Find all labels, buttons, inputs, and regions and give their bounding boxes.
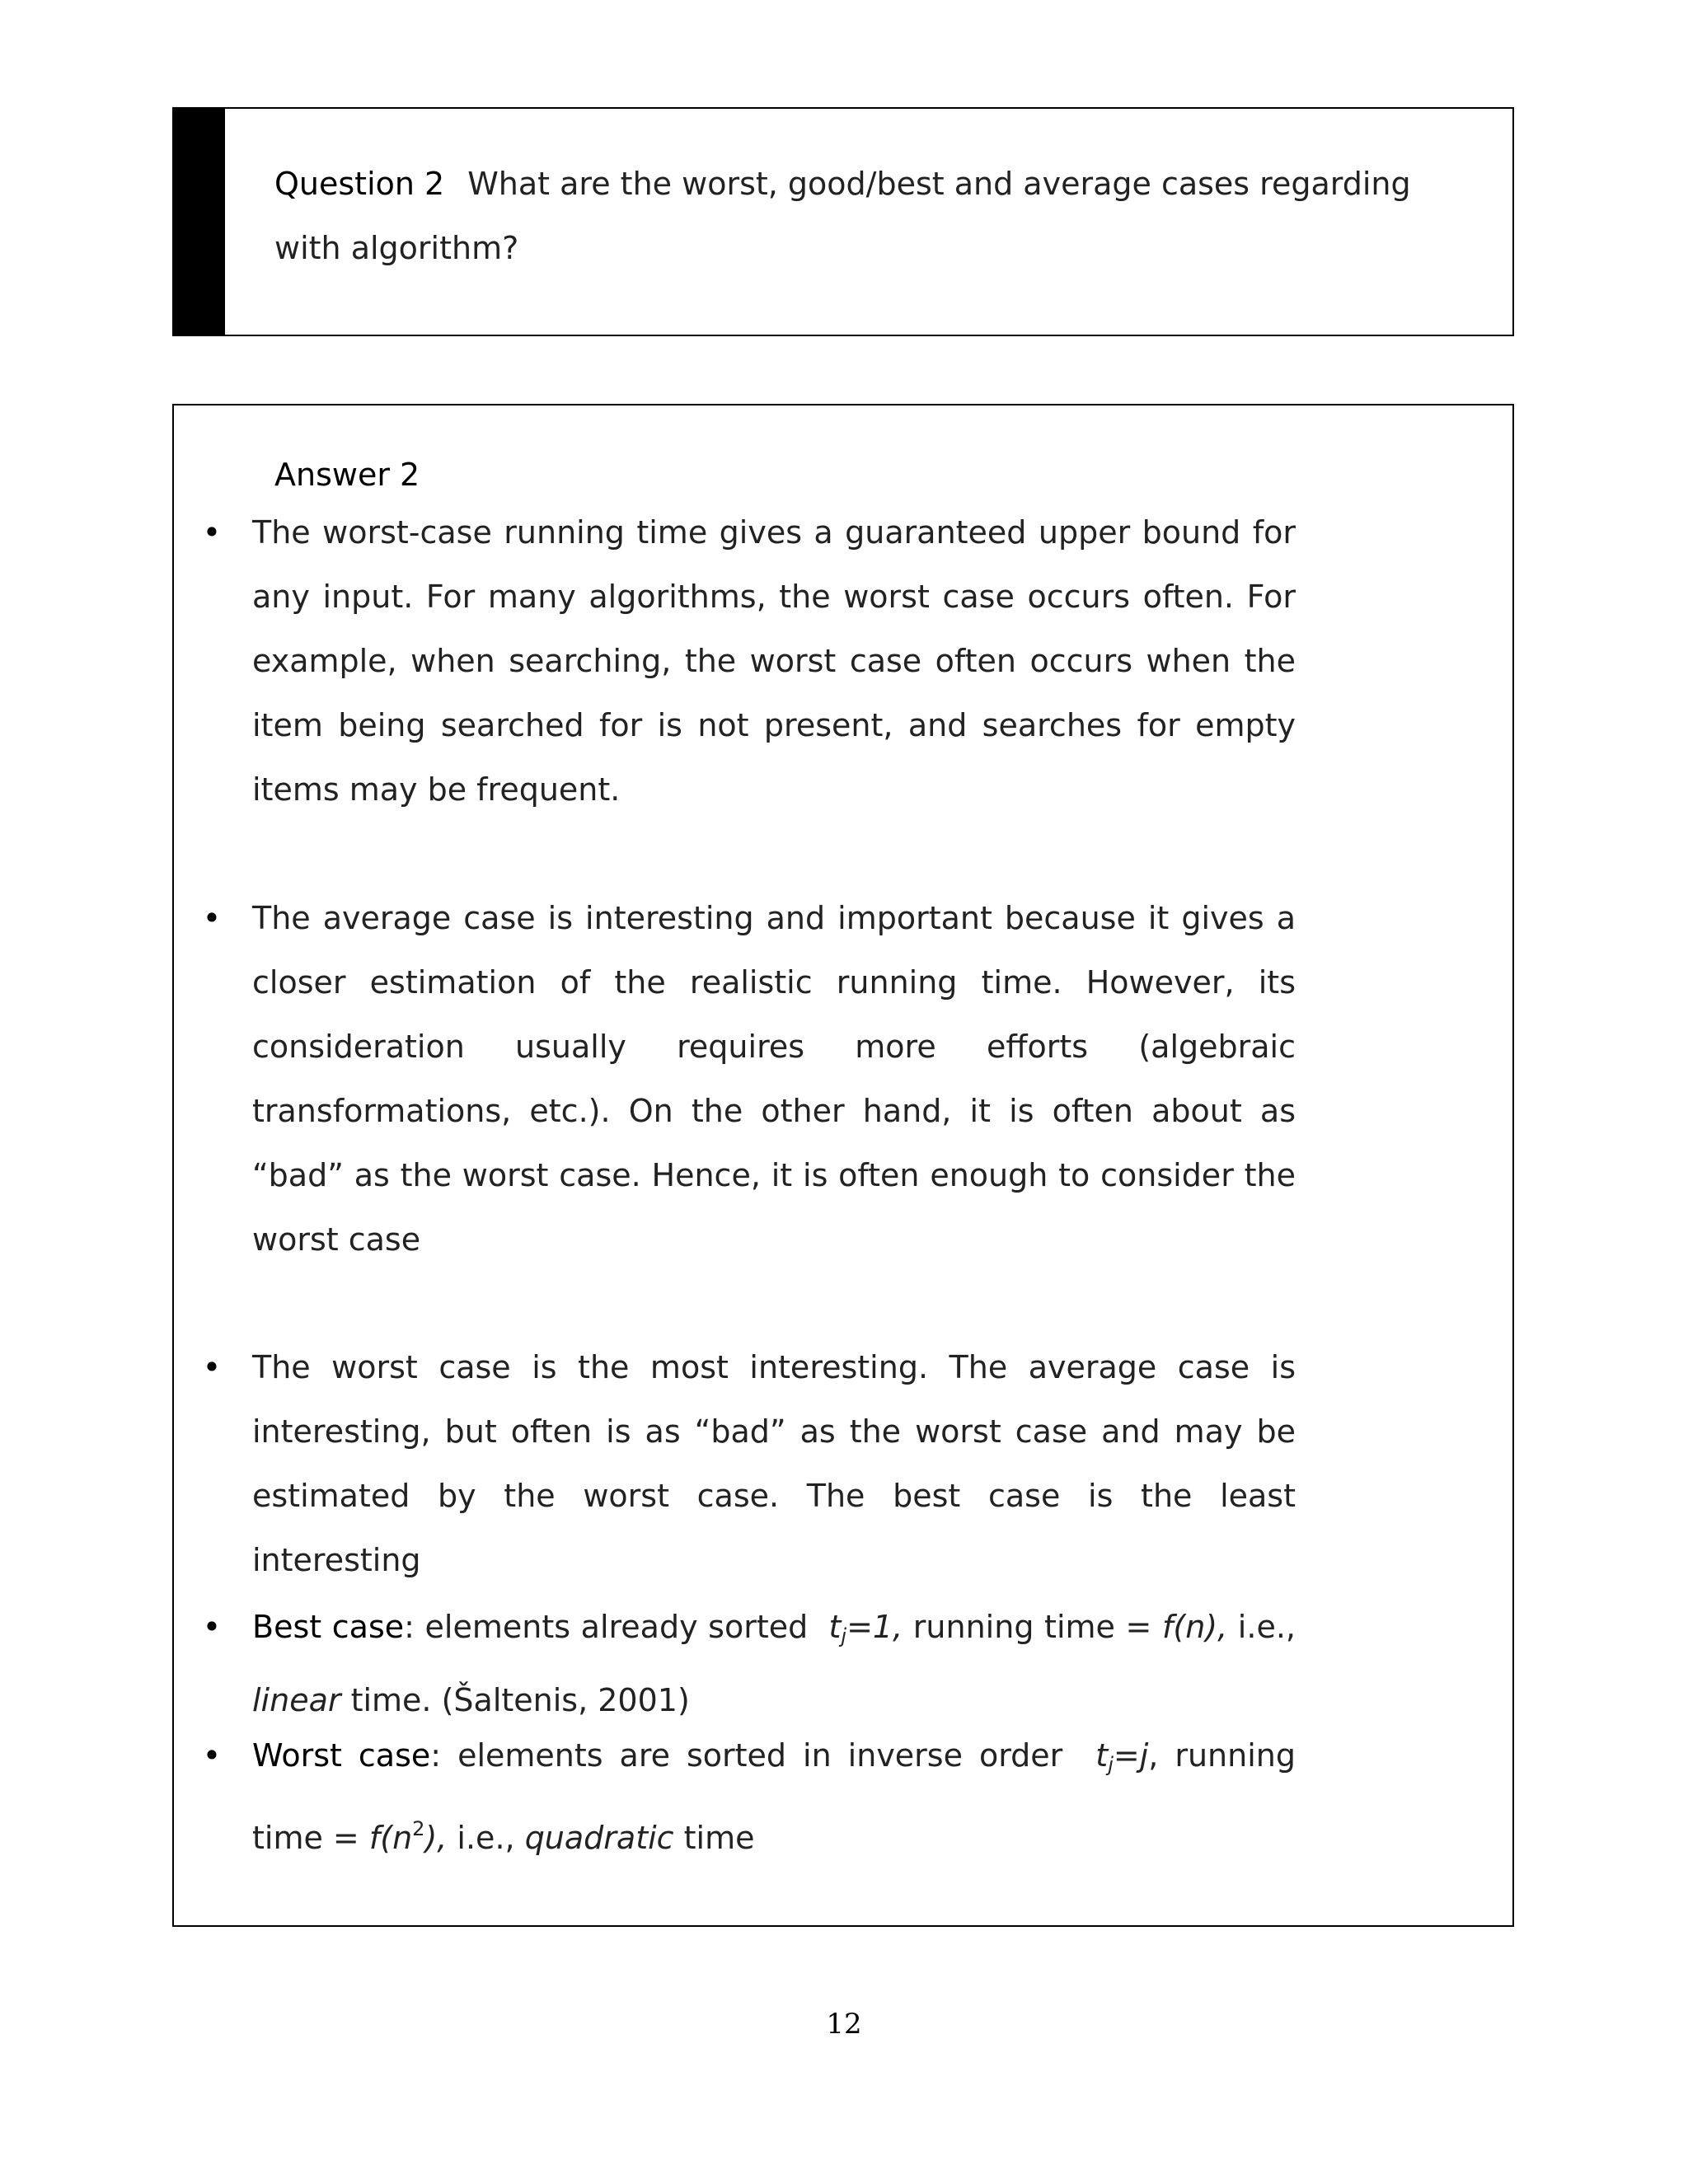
worst-case-t-sub: j (1108, 1753, 1114, 1776)
worst-case-t-rest: =j (1113, 1737, 1149, 1774)
question-text (274, 152, 1414, 280)
worst-case-colon: : (430, 1737, 442, 1774)
best-case-t-sub: j (841, 1624, 847, 1647)
bullet-worst-case-sorted (202, 1723, 1296, 1870)
best-case-citation: time. (Šaltenis, 2001) (340, 1682, 690, 1718)
best-case-formula: f(n), (1161, 1609, 1228, 1645)
worst-case-time: time (673, 1820, 755, 1856)
question-box (172, 107, 1514, 336)
bullet-icon: • (202, 1737, 222, 1774)
question-label: Question 2 (274, 166, 445, 202)
worst-case-quadratic: quadratic (524, 1820, 674, 1856)
worst-case-formula-a: f(n (368, 1820, 413, 1856)
bullet-worst-case-running-time (202, 500, 1296, 822)
bullet-icon: • (202, 1349, 222, 1385)
best-case-t: t (828, 1609, 842, 1645)
bullet-icon: • (202, 1609, 222, 1645)
worst-case-formula-sup: 2 (412, 1817, 425, 1840)
worst-case-ie: i.e., (447, 1820, 525, 1856)
bullet-icon: • (202, 514, 222, 551)
best-case-term: Best case (252, 1609, 405, 1645)
worst-case-t: t (1095, 1737, 1109, 1774)
worst-case-text: elements are sorted in inverse order (441, 1737, 1080, 1774)
bullet-text: The worst case is the most interesting. The average case is interesting, but often is as “bad” as the worst case and may be estimated by the worst case. The best case is the least interesting (252, 1349, 1296, 1578)
best-case-text: elements already sorted (414, 1609, 818, 1645)
bullet-best-case (202, 1595, 1296, 1732)
best-case-linear: linear (252, 1682, 341, 1718)
bullet-text: The worst-case running time gives a guaranteed upper bound for any input. For many algorithms, the worst case occurs often. For example, when searching, the worst case often occurs when the item being searched for is not present, and searches for empty items may be frequent. (252, 514, 1296, 808)
bullet-average-case (202, 886, 1296, 1272)
bullet-worst-case-interesting (202, 1335, 1296, 1592)
worst-case-term: Worst case (252, 1737, 431, 1774)
worst-case-running-time: , running time = (252, 1737, 1296, 1856)
best-case-ie: i.e., (1227, 1609, 1296, 1645)
best-case-t-rest: =1, (846, 1609, 903, 1645)
question-text-line2: with algorithm? (274, 230, 519, 266)
best-case-colon: : (404, 1609, 415, 1645)
answer-heading: Answer 2 (274, 457, 420, 493)
question-text-line1: What are the worst, good/best and average cases regarding (467, 166, 1411, 202)
question-accent-bar (174, 109, 225, 335)
worst-case-formula-b: ), (424, 1820, 448, 1856)
bullet-icon: • (202, 900, 222, 936)
page-number: 12 (826, 2008, 862, 2041)
bullet-text: The average case is interesting and important because it gives a closer estimation of the realistic running time. However, its consideration usually requires more efforts (algebraic transformations, etc.). On the other hand, it is often about as “bad” as the worst case. Hence, it is often enough to consider the worst case (252, 900, 1296, 1258)
best-case-running-time: running time = (903, 1609, 1162, 1645)
